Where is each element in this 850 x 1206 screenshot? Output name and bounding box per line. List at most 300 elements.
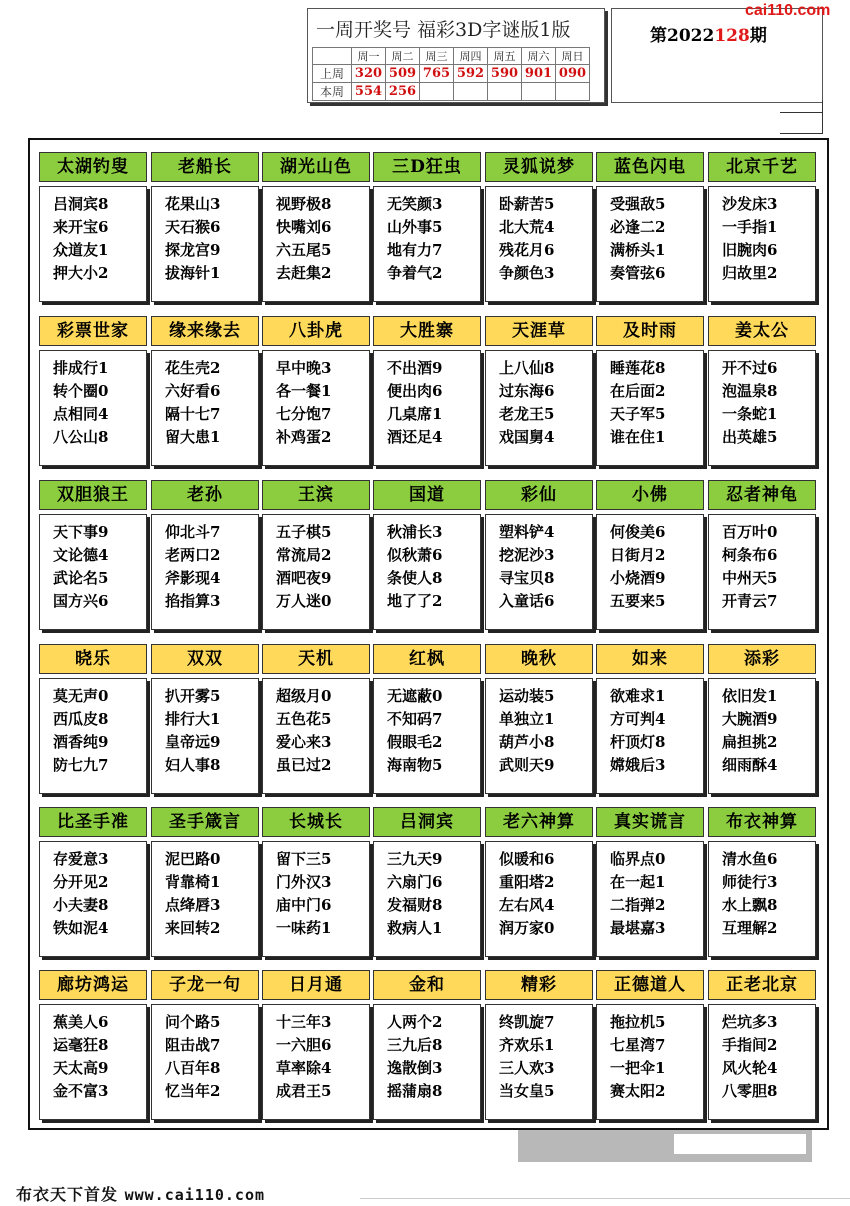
riddle-line: 发福财8 <box>387 896 443 914</box>
riddle-list <box>152 842 258 940</box>
riddle-list <box>374 842 480 940</box>
card-title: 及时雨 <box>596 316 704 346</box>
riddle-list <box>597 679 703 777</box>
site-watermark: cai110.com <box>745 2 831 19</box>
card-body <box>596 1004 704 1120</box>
riddle-line: 八公山8 <box>53 428 109 446</box>
card-title: 子龙一句 <box>151 970 259 1000</box>
puzzle-card <box>151 480 259 632</box>
riddle-line: 葫芦小8 <box>499 733 555 751</box>
riddle-line: 几桌席1 <box>387 405 443 423</box>
riddle-line: 七星湾7 <box>610 1036 666 1054</box>
riddle-line: 七分饱7 <box>276 405 332 423</box>
puzzle-card <box>485 480 593 632</box>
card-title: 真实谎言 <box>596 807 704 837</box>
card-body <box>151 841 259 957</box>
puzzle-grid <box>28 138 829 1130</box>
riddle-line: 六扇门6 <box>387 873 443 891</box>
card-title: 老孙 <box>151 480 259 510</box>
riddle-line: 左右风4 <box>499 896 555 914</box>
riddle-line: 无笑颜3 <box>387 195 443 213</box>
riddle-line: 庙中门6 <box>276 896 332 914</box>
riddle-line: 何俊美6 <box>610 523 666 541</box>
riddle-list <box>709 842 815 940</box>
riddle-line: 中州天5 <box>722 569 778 587</box>
riddle-line: 似暖和6 <box>499 850 555 868</box>
card-body <box>373 186 481 302</box>
riddle-line: 六好看6 <box>165 382 221 400</box>
riddle-line: 烂坑多3 <box>722 1013 778 1031</box>
riddle-list <box>40 351 146 449</box>
card-body <box>373 514 481 630</box>
card-title: 廊坊鸿运 <box>39 970 147 1000</box>
card-body <box>262 514 370 630</box>
riddle-line: 终凯旋7 <box>499 1013 555 1031</box>
puzzle-card <box>262 970 370 1122</box>
riddle-line: 奏管弦6 <box>610 264 666 282</box>
riddle-line: 归故里2 <box>722 264 778 282</box>
card-title: 长城长 <box>262 807 370 837</box>
puzzle-card <box>151 316 259 468</box>
puzzle-card <box>708 807 816 959</box>
riddle-line: 文论德4 <box>53 546 109 564</box>
riddle-list <box>709 1005 815 1103</box>
card-body <box>708 841 816 957</box>
card-title: 国道 <box>373 480 481 510</box>
riddle-line: 常流局2 <box>276 546 332 564</box>
riddle-list <box>263 1005 369 1103</box>
riddle-line: 当女皇5 <box>499 1082 555 1100</box>
riddle-line: 小烧酒9 <box>610 569 666 587</box>
card-body <box>485 841 593 957</box>
draw-number: 592 <box>454 65 488 83</box>
riddle-line: 争着气2 <box>387 264 443 282</box>
riddle-line: 运动装5 <box>499 687 555 705</box>
riddle-line: 泥巴路0 <box>165 850 221 868</box>
riddle-line: 早中晚3 <box>276 359 332 377</box>
card-body <box>262 1004 370 1120</box>
card-body <box>39 678 147 794</box>
card-body <box>262 678 370 794</box>
riddle-line: 武论名5 <box>53 569 109 587</box>
draw-number: 256 <box>386 83 420 101</box>
card-title: 比圣手准 <box>39 807 147 837</box>
card-title: 北京千艺 <box>708 152 816 182</box>
riddle-line: 假眼毛2 <box>387 733 443 751</box>
draw-number <box>454 83 488 101</box>
puzzle-card <box>485 970 593 1122</box>
decor-corner <box>780 112 823 134</box>
riddle-line: 酒香纯9 <box>53 733 109 751</box>
riddle-line: 三人欢3 <box>499 1059 555 1077</box>
riddle-line: 人两个2 <box>387 1013 443 1031</box>
riddle-line: 扒开雾5 <box>165 687 221 705</box>
riddle-line: 问个路5 <box>165 1013 221 1031</box>
puzzle-card <box>708 480 816 632</box>
riddle-list <box>263 842 369 940</box>
riddle-line: 掐指算3 <box>165 592 221 610</box>
riddle-line: 无遮蔽0 <box>387 687 443 705</box>
card-body <box>485 350 593 466</box>
riddle-line: 铁如泥4 <box>53 919 109 937</box>
footer-bar-slot <box>674 1134 806 1154</box>
riddle-line: 点相同4 <box>53 405 109 423</box>
draw-number: 554 <box>352 83 386 101</box>
riddle-line: 老龙王5 <box>499 405 555 423</box>
riddle-line: 天太高9 <box>53 1059 109 1077</box>
last-week-label: 上周 <box>313 65 352 83</box>
card-title: 晚秋 <box>485 644 593 674</box>
riddle-line: 必逢二2 <box>610 218 666 236</box>
riddle-line: 柯条布6 <box>722 546 778 564</box>
card-title: 双胆狼王 <box>39 480 147 510</box>
riddle-line: 入童话6 <box>499 592 555 610</box>
riddle-list <box>709 187 815 285</box>
riddle-line: 嫦娥后3 <box>610 756 666 774</box>
riddle-line: 吕洞宾8 <box>53 195 109 213</box>
riddle-list <box>597 515 703 613</box>
puzzle-card <box>485 807 593 959</box>
riddle-line: 摇蒲扇8 <box>387 1082 443 1100</box>
riddle-line: 金不富3 <box>53 1082 109 1100</box>
riddle-list <box>263 679 369 777</box>
card-title: 小佛 <box>596 480 704 510</box>
riddle-line: 阻击战7 <box>165 1036 221 1054</box>
riddle-list <box>263 187 369 285</box>
riddle-line: 点绛唇3 <box>165 896 221 914</box>
card-title: 三D狂虫 <box>373 152 481 182</box>
card-title: 天机 <box>262 644 370 674</box>
riddle-line: 国方兴6 <box>53 592 109 610</box>
riddle-line: 分开见2 <box>53 873 109 891</box>
riddle-list <box>374 187 480 285</box>
riddle-line: 欲难求1 <box>610 687 666 705</box>
footer-bar <box>518 1130 812 1162</box>
weekly-draw-panel <box>307 8 605 103</box>
riddle-line: 仰北斗7 <box>165 523 221 541</box>
riddle-line: 天石猴6 <box>165 218 221 236</box>
card-title: 湖光山色 <box>262 152 370 182</box>
draw-number: 509 <box>386 65 420 83</box>
riddle-list <box>374 679 480 777</box>
riddle-line: 门外汉3 <box>276 873 332 891</box>
puzzle-card <box>262 152 370 304</box>
card-body <box>485 1004 593 1120</box>
card-body <box>596 350 704 466</box>
riddle-line: 扁担挑2 <box>722 733 778 751</box>
card-body <box>39 514 147 630</box>
riddle-line: 单独立1 <box>499 710 555 728</box>
riddle-line: 受强敌5 <box>610 195 666 213</box>
this-week-label: 本周 <box>313 83 352 101</box>
riddle-list <box>40 187 146 285</box>
riddle-list <box>597 187 703 285</box>
card-title: 太湖钓叟 <box>39 152 147 182</box>
riddle-list <box>486 679 592 777</box>
riddle-list <box>152 187 258 285</box>
riddle-list <box>486 187 592 285</box>
puzzle-card <box>708 152 816 304</box>
riddle-line: 方可判4 <box>610 710 666 728</box>
card-body <box>151 350 259 466</box>
riddle-line: 上八仙8 <box>499 359 555 377</box>
puzzle-card <box>596 970 704 1122</box>
riddle-line: 虽已过2 <box>276 756 332 774</box>
card-title: 天涯草 <box>485 316 593 346</box>
puzzle-card <box>262 644 370 796</box>
riddle-line: 众道友1 <box>53 241 109 259</box>
days-row <box>313 48 590 65</box>
riddle-line: 天子军5 <box>610 405 666 423</box>
riddle-list <box>709 679 815 777</box>
riddle-list <box>152 1005 258 1103</box>
riddle-line: 睡莲花8 <box>610 359 666 377</box>
riddle-line: 皇帝远9 <box>165 733 221 751</box>
riddle-line: 条使人8 <box>387 569 443 587</box>
riddle-line: 来回转2 <box>165 919 221 937</box>
card-title: 如来 <box>596 644 704 674</box>
riddle-line: 来开宝6 <box>53 218 109 236</box>
card-body <box>373 678 481 794</box>
card-title: 晓乐 <box>39 644 147 674</box>
riddle-line: 老两口2 <box>165 546 221 564</box>
this-week-row <box>313 83 590 101</box>
card-body <box>485 678 593 794</box>
puzzle-card <box>596 644 704 796</box>
puzzle-card <box>151 644 259 796</box>
weekly-draw-table <box>312 47 590 101</box>
riddle-line: 日街月2 <box>610 546 666 564</box>
riddle-list <box>152 515 258 613</box>
card-body <box>485 186 593 302</box>
riddle-line: 斧影现4 <box>165 569 221 587</box>
riddle-list <box>486 515 592 613</box>
card-title: 吕洞宾 <box>373 807 481 837</box>
riddle-line: 杆顶灯8 <box>610 733 666 751</box>
puzzle-card <box>373 644 481 796</box>
riddle-line: 万人迷0 <box>276 592 332 610</box>
riddle-line: 卧薪苦5 <box>499 195 555 213</box>
card-body <box>485 514 593 630</box>
day-header: 周日 <box>556 48 590 65</box>
riddle-list <box>152 351 258 449</box>
riddle-line: 花生壳2 <box>165 359 221 377</box>
day-header: 周四 <box>454 48 488 65</box>
riddle-line: 风火轮4 <box>722 1059 778 1077</box>
riddle-list <box>486 842 592 940</box>
riddle-line: 补鸡蛋2 <box>276 428 332 446</box>
riddle-line: 谁在住1 <box>610 428 666 446</box>
draw-number: 590 <box>488 65 522 83</box>
riddle-line: 师徒行3 <box>722 873 778 891</box>
draw-number: 901 <box>522 65 556 83</box>
riddle-line: 各一餐1 <box>276 382 332 400</box>
card-title: 彩仙 <box>485 480 593 510</box>
riddle-line: 齐欢乐1 <box>499 1036 555 1054</box>
riddle-list <box>374 515 480 613</box>
riddle-list <box>709 351 815 449</box>
riddle-line: 酒吧夜9 <box>276 569 332 587</box>
draw-number <box>556 83 590 101</box>
riddle-line: 似秋萧6 <box>387 546 443 564</box>
day-header: 周三 <box>420 48 454 65</box>
riddle-line: 手指间2 <box>722 1036 778 1054</box>
riddle-line: 最堪嘉3 <box>610 919 666 937</box>
puzzle-card <box>373 152 481 304</box>
card-body <box>708 514 816 630</box>
riddle-line: 五子棋5 <box>276 523 332 541</box>
puzzle-card <box>485 152 593 304</box>
riddle-list <box>40 1005 146 1103</box>
card-body <box>151 186 259 302</box>
riddle-line: 出英雄5 <box>722 428 778 446</box>
riddle-line: 过东海6 <box>499 382 555 400</box>
day-header: 周五 <box>488 48 522 65</box>
riddle-line: 十三年3 <box>276 1013 332 1031</box>
card-title: 红枫 <box>373 644 481 674</box>
weekly-draw-title: 一周开奖号 福彩3D字谜版1版 <box>316 19 571 41</box>
riddle-line: 赛太阳2 <box>610 1082 666 1100</box>
puzzle-card <box>39 152 147 304</box>
card-body <box>708 678 816 794</box>
draw-number: 090 <box>556 65 590 83</box>
card-body <box>708 1004 816 1120</box>
riddle-line: 一味药1 <box>276 919 332 937</box>
card-title: 布衣神算 <box>708 807 816 837</box>
card-title: 老六神算 <box>485 807 593 837</box>
card-title: 灵狐说梦 <box>485 152 593 182</box>
riddle-line: 大腕酒9 <box>722 710 778 728</box>
riddle-list <box>40 515 146 613</box>
riddle-line: 寻宝贝8 <box>499 569 555 587</box>
riddle-line: 转个圈0 <box>53 382 109 400</box>
card-title: 金和 <box>373 970 481 1000</box>
riddle-line: 重阳塔2 <box>499 873 555 891</box>
riddle-line: 开不过6 <box>722 359 778 377</box>
riddle-line: 依旧发1 <box>722 687 778 705</box>
card-body <box>151 1004 259 1120</box>
riddle-line: 探龙宫9 <box>165 241 221 259</box>
riddle-list <box>152 679 258 777</box>
riddle-line: 视野极8 <box>276 195 332 213</box>
card-title: 大胜寨 <box>373 316 481 346</box>
riddle-line: 存爱意3 <box>53 850 109 868</box>
riddle-line: 留下三5 <box>276 850 332 868</box>
card-title: 正德道人 <box>596 970 704 1000</box>
riddle-line: 泡温泉8 <box>722 382 778 400</box>
riddle-line: 天下事9 <box>53 523 109 541</box>
riddle-line: 三九天9 <box>387 850 443 868</box>
card-body <box>262 841 370 957</box>
card-title: 蓝色闪电 <box>596 152 704 182</box>
puzzle-card <box>373 316 481 468</box>
riddle-line: 忆当年2 <box>165 1082 221 1100</box>
card-title: 正老北京 <box>708 970 816 1000</box>
card-title: 添彩 <box>708 644 816 674</box>
puzzle-card <box>708 644 816 796</box>
card-body <box>596 186 704 302</box>
riddle-line: 山外事5 <box>387 218 443 236</box>
riddle-line: 押大小2 <box>53 264 109 282</box>
riddle-line: 排行大1 <box>165 710 221 728</box>
puzzle-card <box>708 970 816 1122</box>
riddle-list <box>597 842 703 940</box>
riddle-list <box>40 679 146 777</box>
riddle-list <box>597 351 703 449</box>
card-body <box>39 186 147 302</box>
riddle-line: 便出肉6 <box>387 382 443 400</box>
card-title: 忍者神龟 <box>708 480 816 510</box>
riddle-line: 六五尾5 <box>276 241 332 259</box>
riddle-line: 争颜色3 <box>499 264 555 282</box>
puzzle-card <box>485 316 593 468</box>
riddle-line: 在一起1 <box>610 873 666 891</box>
riddle-line: 挖泥沙3 <box>499 546 555 564</box>
riddle-line: 八百年8 <box>165 1059 221 1077</box>
riddle-line: 酒还足4 <box>387 428 443 446</box>
riddle-line: 八零胆8 <box>722 1082 778 1100</box>
puzzle-card <box>39 807 147 959</box>
footer-divider <box>360 1198 850 1199</box>
riddle-line: 海南物5 <box>387 756 443 774</box>
riddle-line: 花果山3 <box>165 195 221 213</box>
card-body <box>39 1004 147 1120</box>
card-title: 缘来缘去 <box>151 316 259 346</box>
riddle-line: 不知码7 <box>387 710 443 728</box>
riddle-line: 运毫狂8 <box>53 1036 109 1054</box>
riddle-list <box>486 351 592 449</box>
riddle-list <box>374 1005 480 1103</box>
riddle-line: 西瓜皮8 <box>53 710 109 728</box>
issue-panel <box>611 8 823 103</box>
riddle-line: 五要来5 <box>610 592 666 610</box>
riddle-line: 水上飘8 <box>722 896 778 914</box>
riddle-line: 清水鱼6 <box>722 850 778 868</box>
card-title: 双双 <box>151 644 259 674</box>
card-body <box>373 1004 481 1120</box>
card-title: 精彩 <box>485 970 593 1000</box>
riddle-line: 润万家0 <box>499 919 555 937</box>
riddle-line: 沙发床3 <box>722 195 778 213</box>
puzzle-card <box>151 807 259 959</box>
puzzle-card <box>373 970 481 1122</box>
riddle-line: 开青云7 <box>722 592 778 610</box>
footer-url: www.cai110.com <box>124 1186 266 1204</box>
riddle-line: 留大患1 <box>165 428 221 446</box>
riddle-line: 妇人事8 <box>165 756 221 774</box>
riddle-list <box>597 1005 703 1103</box>
card-body <box>262 186 370 302</box>
riddle-line: 一把伞1 <box>610 1059 666 1077</box>
riddle-list <box>374 351 480 449</box>
riddle-line: 秋浦长3 <box>387 523 443 541</box>
draw-number <box>420 83 454 101</box>
draw-number: 765 <box>420 65 454 83</box>
card-body <box>262 350 370 466</box>
riddle-line: 拖拉机5 <box>610 1013 666 1031</box>
decor-line <box>822 100 823 133</box>
riddle-line: 去赶集2 <box>276 264 332 282</box>
riddle-line: 互理解2 <box>722 919 778 937</box>
riddle-line: 满桥头1 <box>610 241 666 259</box>
riddle-line: 拔海针1 <box>165 264 221 282</box>
puzzle-card <box>39 644 147 796</box>
last-week-row <box>313 65 590 83</box>
riddle-line: 细雨酥4 <box>722 756 778 774</box>
riddle-line: 武则天9 <box>499 756 555 774</box>
card-body <box>151 678 259 794</box>
draw-number <box>522 83 556 101</box>
